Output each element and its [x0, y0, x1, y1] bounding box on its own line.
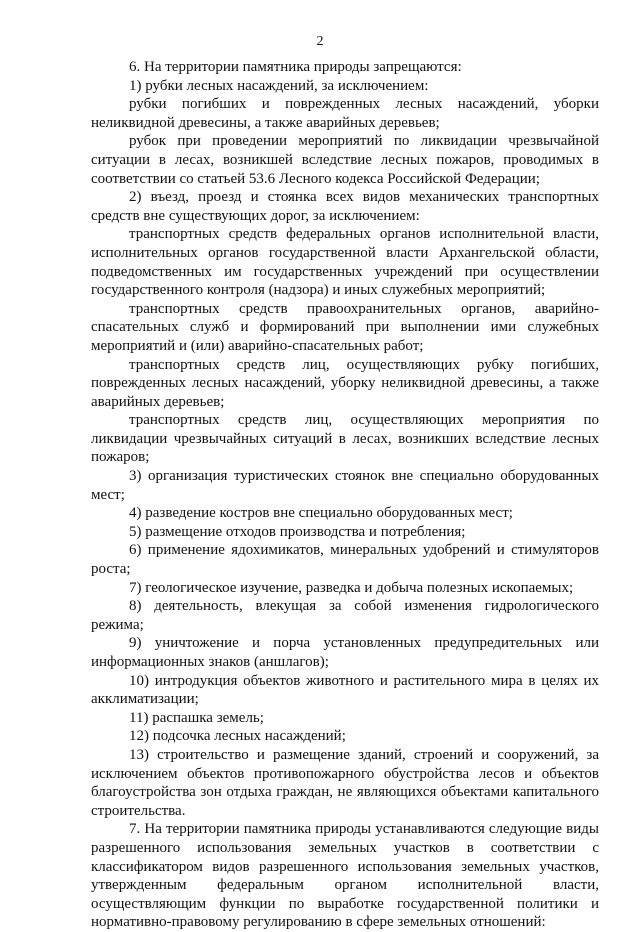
document-body: [91, 58, 599, 932]
item-9-signs: 9) уничтожение и порча установленных предупредительных или информационных знаков (аншлагов);: [91, 635, 599, 670]
page-number: 2: [316, 34, 324, 49]
item-4-campfires: 4) разведение костров вне специально оборудованных мест;: [129, 505, 513, 522]
item-10-introduction: 10) интродукция объектов животного и растительного мира в целях их акклиматизации;: [91, 672, 599, 708]
exception-firefighting-vehicles: транспортных средств лиц, осуществляющих мероприятия по ликвидации чрезвычайных ситуаций в лесах, возникших вследствие лесных пожаров;: [91, 412, 599, 466]
exception-fire-emergency: рубок при проведении мероприятий по ликвидации чрезвычайной ситуации в лесах, возникшей вследствие лесных пожаров, проводимых в соответствии со статьей 53.6 Лесного кодекса Российской Федерации;: [91, 133, 599, 187]
item-5-waste: 5) размещение отходов производства и потребления;: [129, 523, 466, 540]
exception-government-vehicles: транспортных средств федеральных органов исполнительной власти, исполнительных органов государственной власти Архангельской области, подведомственных им государственных учреждений при осуществлении государственного контроля (надзора) и иных служебных мероприятий;: [91, 226, 599, 299]
item-3-tourist-camps: 3) организация туристических стоянок вне специально оборудованных мест;: [91, 468, 599, 503]
exception-dead-trees: рубки погибших и поврежденных лесных насаждений, уборки неликвидной древесины, а также аварийных деревьев;: [91, 96, 599, 131]
item-2-vehicles: 2) въезд, проезд и стоянка всех видов механических транспортных средств вне существующих дорог, за исключением:: [91, 189, 599, 224]
item-7-mining: 7) геологическое изучение, разведка и добыча полезных ископаемых;: [129, 579, 574, 596]
item-12-tapping: 12) подсочка лесных насаждений;: [129, 728, 346, 745]
item-11-plowing: 11) распашка земель;: [129, 709, 264, 726]
exception-rescue-vehicles: транспортных средств правоохранительных органов, аварийно-спасательных служб и формирований при выполнении ими служебных мероприятий и (или) аварийно-спасательных работ;: [91, 300, 599, 354]
item-13-construction: 13) строительство и размещение зданий, строений и сооружений, за исключением объектов противопожарного обустройства лесов и объектов благоустройства зон отдыха граждан, не являющихся объектами капитального строительства.: [91, 746, 599, 819]
section-7-permitted-use: 7. На территории памятника природы устанавливаются следующие виды разрешенного использования земельных участков в соответствии с классификатором видов разрешенного использования земельных участков, утвержденным федеральным органом исполнительной власти, осуществляющим функции по выработке государственной политики и нормативно-правовому регулированию в сфере земельных отношений:: [91, 821, 599, 931]
item-1-logging: 1) рубки лесных насаждений, за исключением:: [129, 77, 429, 94]
section-6-heading: 6. На территории памятника природы запрещаются:: [129, 59, 462, 75]
item-8-hydrology: 8) деятельность, влекущая за собой изменения гидрологического режима;: [91, 598, 599, 633]
item-6-chemicals: 6) применение ядохимикатов, минеральных удобрений и стимуляторов роста;: [91, 542, 599, 578]
exception-logging-vehicles: транспортных средств лиц, осуществляющих рубку погибших, поврежденных лесных насаждений, уборку неликвидной древесины, а также аварийных деревьев;: [91, 356, 599, 410]
